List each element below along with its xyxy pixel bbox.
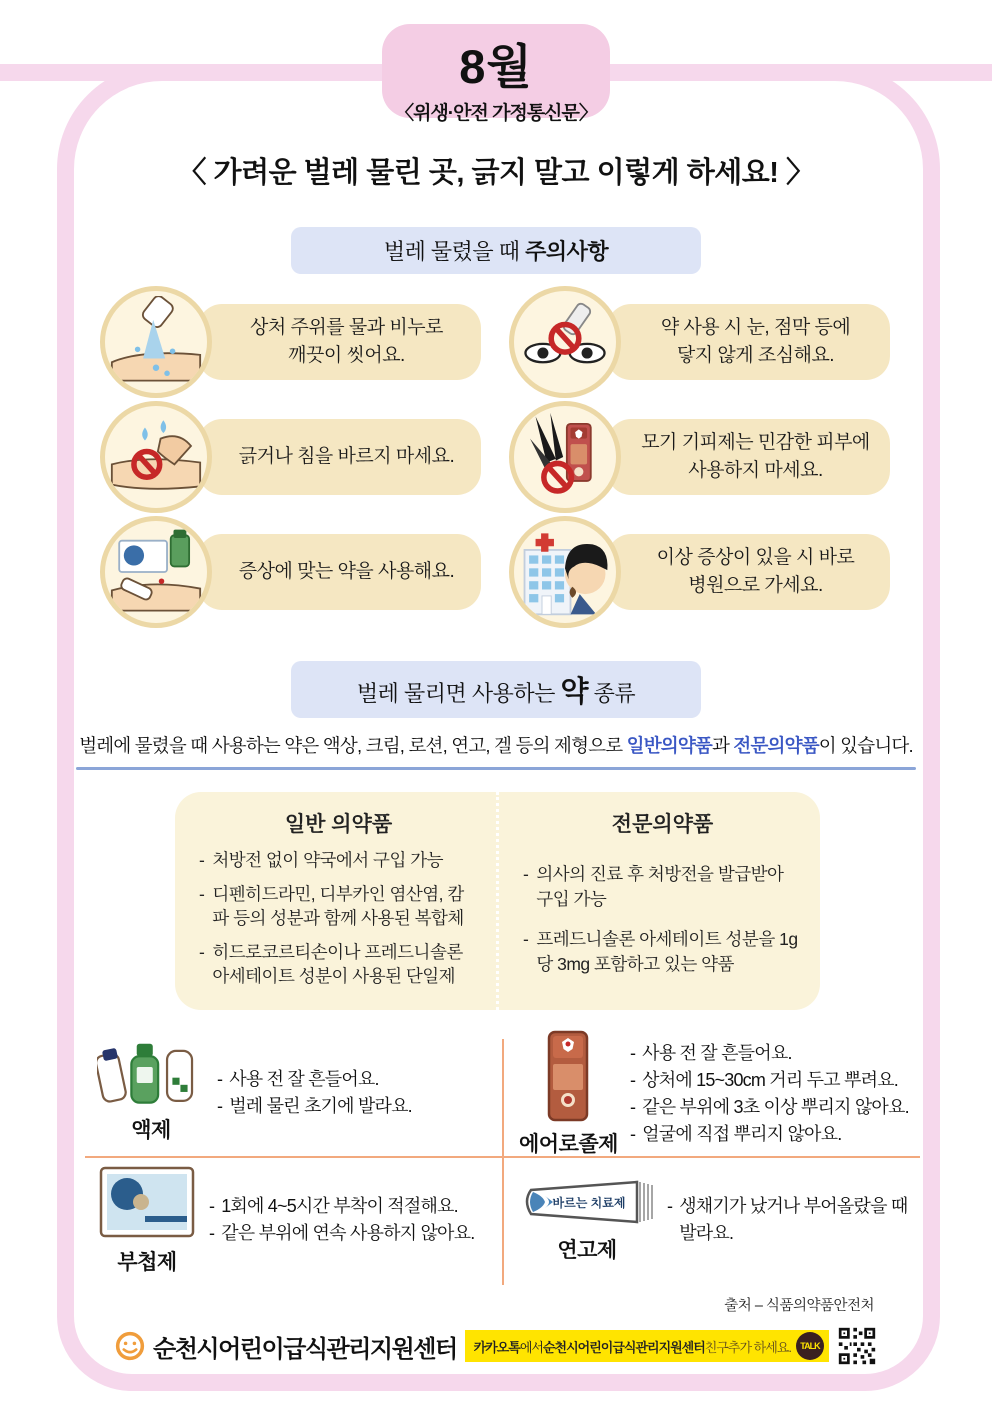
prescription-column	[496, 792, 820, 1010]
aerosol-label: 에어로졸제	[519, 1133, 618, 1156]
precautions-grid	[100, 290, 890, 624]
ointment-form-cell	[519, 1163, 917, 1277]
precaution-text-box: 약 사용 시 눈, 점막 등에 닿지 않게 조심해요.	[607, 304, 890, 380]
otc-point: - 처방전 없이 약국에서 구입 가능	[199, 848, 478, 873]
no-repellent-icon	[509, 401, 621, 513]
aerosol-points: - 사용 전 잘 흔들어요. - 상처에 15~30cm 거리 두고 뿌려요. - 같은 부위에 3초 이상 뿌리지 않아요. - 얼굴에 직접 뿌리지 않아요.	[630, 1040, 917, 1148]
otc-point: - 디펜히드라민, 디부카인 염산염, 캄파 등의 성분과 함께 사용된 복합체	[199, 882, 478, 931]
liquid-form-cell	[97, 1035, 489, 1151]
precaution-item-wash	[100, 290, 481, 394]
dosage-forms-section	[85, 1035, 920, 1287]
patch-icon	[97, 1164, 197, 1276]
ointment-points: - 생채기가 났거나 부어올랐을 때 발라요.	[667, 1193, 917, 1247]
month-label: 8월	[459, 40, 533, 93]
otc-column	[175, 792, 496, 1010]
medicine-emph: 약	[560, 676, 588, 708]
wash-wound-icon	[100, 286, 212, 398]
patch-points: - 1회에 4~5시간 부착이 적절해요. - 같은 부위에 연속 사용하지 않아요.	[209, 1193, 489, 1247]
kakao-talk-icon: TALK	[796, 1332, 824, 1360]
section-medicine-types-header: 벌레 물리면 사용하는 약 종류	[291, 661, 701, 718]
liquid-bottles-icon	[97, 1042, 205, 1144]
prescription-term: 전문의약품	[733, 735, 819, 756]
precaution-item-eyes	[509, 290, 890, 394]
patch-label: 부첩제	[117, 1251, 177, 1274]
prescription-point: - 의사의 진료 후 처방전을 발급받아 구입 가능	[523, 862, 802, 911]
otc-point: - 히드로코르티손이나 프레드니솔론 아세테이트 성분이 사용된 단일제	[199, 940, 478, 989]
precaution-text-box: 상처 주위를 물과 비누로 깨끗이 씻어요.	[198, 304, 481, 380]
qr-code	[837, 1326, 877, 1366]
otc-term: 일반의약품	[626, 735, 712, 756]
month-badge	[382, 24, 610, 124]
section-precautions-header	[291, 227, 701, 274]
precautions-heading-bold: 주의사항	[525, 239, 609, 264]
patch-form-cell	[97, 1163, 489, 1277]
newsletter-type-label: 〈위생·안전 가정통신문〉	[395, 103, 597, 124]
no-scratch-icon	[100, 401, 212, 513]
ointment-label: 연고제	[557, 1239, 617, 1262]
precaution-text-box: 긁거나 침을 바르지 마세요.	[198, 419, 481, 495]
page-title: 〈 가려운 벌레 물린 곳, 긁지 말고 이렇게 하세요! 〉	[177, 157, 815, 189]
aerosol-spray-icon	[519, 1030, 618, 1158]
precaution-item-repellent	[509, 405, 890, 509]
prescription-point: - 프레드니솔론 아세테이트 성분을 1g당 3mg 포함하고 있는 약품	[523, 927, 802, 976]
source-attribution: 출처 – 식품의약품안전처	[724, 1298, 874, 1314]
prescription-title: 전문의약품	[611, 813, 714, 836]
medicine-intro-paragraph: 벌레에 물렸을 때 사용하는 약은 액상, 크림, 로션, 연고, 겔 등의 제형으로 일반의약품과 전문의약품이 있습니다.	[79, 735, 913, 756]
precaution-text-box: 모기 기피제는 민감한 피부에 사용하지 마세요.	[607, 419, 890, 495]
kakao-banner: 카카오톡 에서 순천시어린이급식관리지원센터 친구추가 하세요. TALK	[465, 1330, 829, 1362]
smiley-logo-icon	[115, 1331, 145, 1361]
precaution-item-medicine	[100, 520, 481, 624]
footer-bar	[0, 1326, 992, 1366]
medicine-comparison-box	[175, 792, 820, 1010]
precautions-heading-normal: 벌레 물렸을 때	[383, 239, 526, 264]
liquid-points: - 사용 전 잘 흔들어요. - 벌레 물린 초기에 발라요.	[217, 1066, 489, 1120]
center-name: 순천시어린이급식관리지원센터	[153, 1335, 457, 1363]
otc-title: 일반 의약품	[284, 813, 393, 836]
liquid-label: 액제	[131, 1119, 171, 1142]
ointment-tube-label: 바르는 치료제	[552, 1196, 626, 1210]
precaution-text-box: 증상에 맞는 약을 사용해요.	[198, 534, 481, 610]
horizontal-divider	[85, 1156, 920, 1158]
hospital-icon	[509, 516, 621, 628]
aerosol-form-cell	[519, 1035, 917, 1156]
ointment-tube-icon	[519, 1176, 655, 1264]
no-eye-contact-icon	[509, 286, 621, 398]
vertical-divider	[502, 1039, 504, 1285]
precaution-text-box: 이상 증상이 있을 시 바로 병원으로 가세요.	[607, 534, 890, 610]
precaution-item-hospital	[509, 520, 890, 624]
right-medicine-icon	[100, 516, 212, 628]
precaution-item-scratch	[100, 405, 481, 509]
blue-divider	[76, 767, 916, 770]
